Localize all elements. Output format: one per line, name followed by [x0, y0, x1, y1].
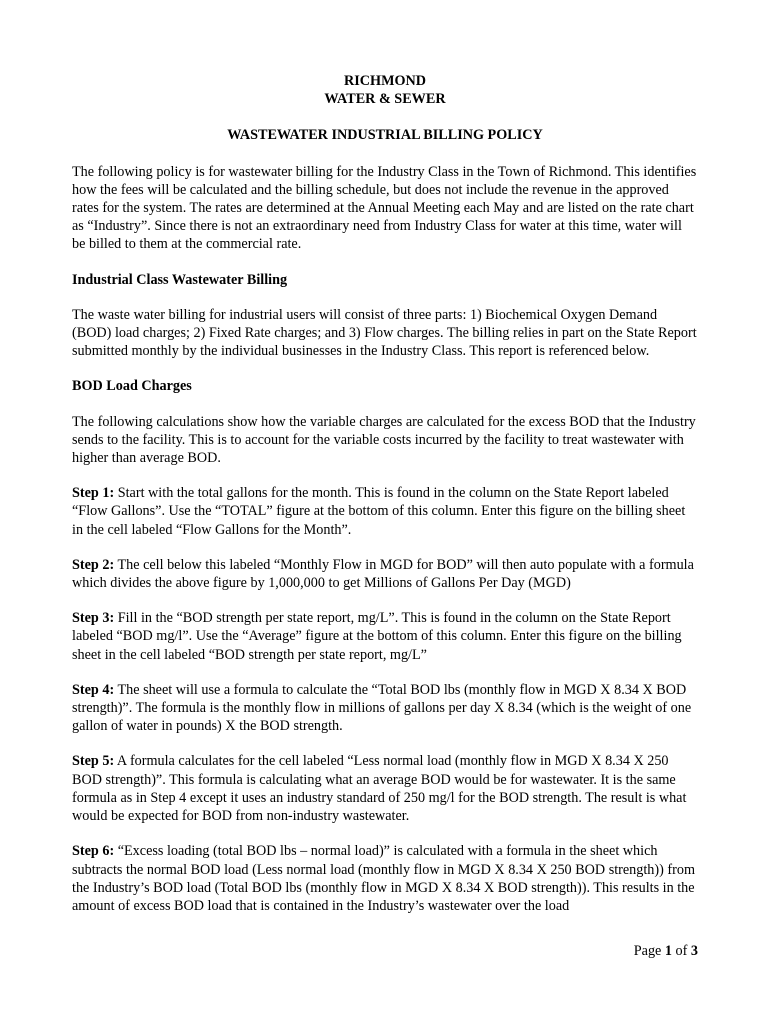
step-text-5: A formula calculates for the cell labeled “Less normal load (monthly flow in MGD X 8.34 X 250 BOD strength)”. This formula is calculating what an average BOD would be for wastewater. It is the same formula as in Step 4 except it uses an industry standard of 250 mg/l for the BOD strength. The result is what would be expected for BOD from non-industry wastewater. — [72, 753, 687, 825]
step-paragraph-1 — [72, 484, 698, 539]
intro-paragraph: The following policy is for wastewater billing for the Industry Class in the Town of Richmond. This identifies how the fees will be calculated and the billing schedule, but does not include the revenue in the approved rates for the system. The rates are determined at the Annual Meeting each May and are listed on the rate chart as “Industry”. Since there is not an extraordinary need from Industry Class for water at this time, water will be billed to them at the commercial rate. — [72, 163, 697, 253]
step-text-1: Start with the total gallons for the month. This is found in the column on the State Report labeled “Flow Gallons”. Use the “TOTAL” figure at the bottom of this column. Enter this figure on the billing sheet in the cell labeled “Flow Gallons for the Month”. — [72, 485, 686, 538]
page-total: 3 — [690, 943, 698, 959]
step-text-6: “Excess loading (total BOD lbs – normal load)” is calculated with a formula in the sheet which subtracts the normal BOD load (Less normal load (monthly flow in MGD X 8.34 X 250 BOD strength)) from the Industry’s BOD load (Total BOD lbs (monthly flow in MGD X 8.34 X BOD strength)). This results in the amount of excess BOD load that is contained in the Industry’s wastewater over the load — [72, 843, 695, 914]
org-name: RICHMOND — [344, 73, 426, 89]
page-current: 1 — [664, 943, 672, 959]
step-label-6: Step 6: — [72, 843, 115, 860]
page-number — [634, 942, 698, 960]
step-paragraph-2 — [72, 556, 698, 592]
section-heading-bod-load: BOD Load Charges — [72, 378, 192, 395]
step-label-2: Step 2: — [72, 556, 115, 573]
section-heading-industrial-billing: Industrial Class Wastewater Billing — [72, 271, 288, 288]
step-paragraph-5 — [72, 752, 698, 825]
step-text-2: The cell below this labeled “Monthly Flow in MGD for BOD” will then auto populate with a formula which divides the above figure by 1,000,000 to get Millions of Gallons Per Day (MGD) — [72, 556, 694, 592]
page-word: Page — [633, 943, 665, 959]
step-text-4: The sheet will use a formula to calculate the “Total BOD lbs (monthly flow in MGD X 8.34 X BOD strength)”. The formula is the monthly flow in millions of gallons per day X 8.34 (which is the weight of one gallon of water in pounds) X the BOD strength. — [72, 681, 692, 735]
page-of-word: of — [671, 943, 691, 959]
step-paragraph-3 — [72, 609, 698, 664]
step-paragraph-4 — [72, 681, 698, 736]
step-label-3: Step 3: — [72, 610, 115, 627]
org-subtitle: WATER & SEWER — [324, 91, 446, 108]
policy-title: WASTEWATER INDUSTRIAL BILLING POLICY — [227, 127, 543, 144]
step-paragraph-6 — [72, 842, 698, 915]
step-label-5: Step 5: — [72, 753, 115, 770]
section-body-industrial-billing: The waste water billing for industrial users will consist of three parts: 1) Biochemical Oxygen Demand (BOD) load charges; 2) Fixed Rate charges; and 3) Flow charges. The billing relies in part on the State Report submitted monthly by the individual businesses in the Industry Class. This report is referenced below. — [72, 306, 697, 360]
step-label-1: Step 1: — [72, 485, 115, 502]
step-text-3: Fill in the “BOD strength per state report, mg/L”. This is found in the column on the State Report labeled “BOD mg/l”. Use the “Average” figure at the bottom of this column. Enter this figure on the billing sheet in the cell labeled “BOD strength per state report, mg/L” — [72, 610, 682, 663]
step-label-4: Step 4: — [72, 681, 115, 698]
section-body-bod-load: The following calculations show how the variable charges are calculated for the excess BOD that the Industry sends to the facility. This is to account for the variable costs incurred by the facility to treat wastewater with higher than average BOD. — [72, 413, 696, 467]
